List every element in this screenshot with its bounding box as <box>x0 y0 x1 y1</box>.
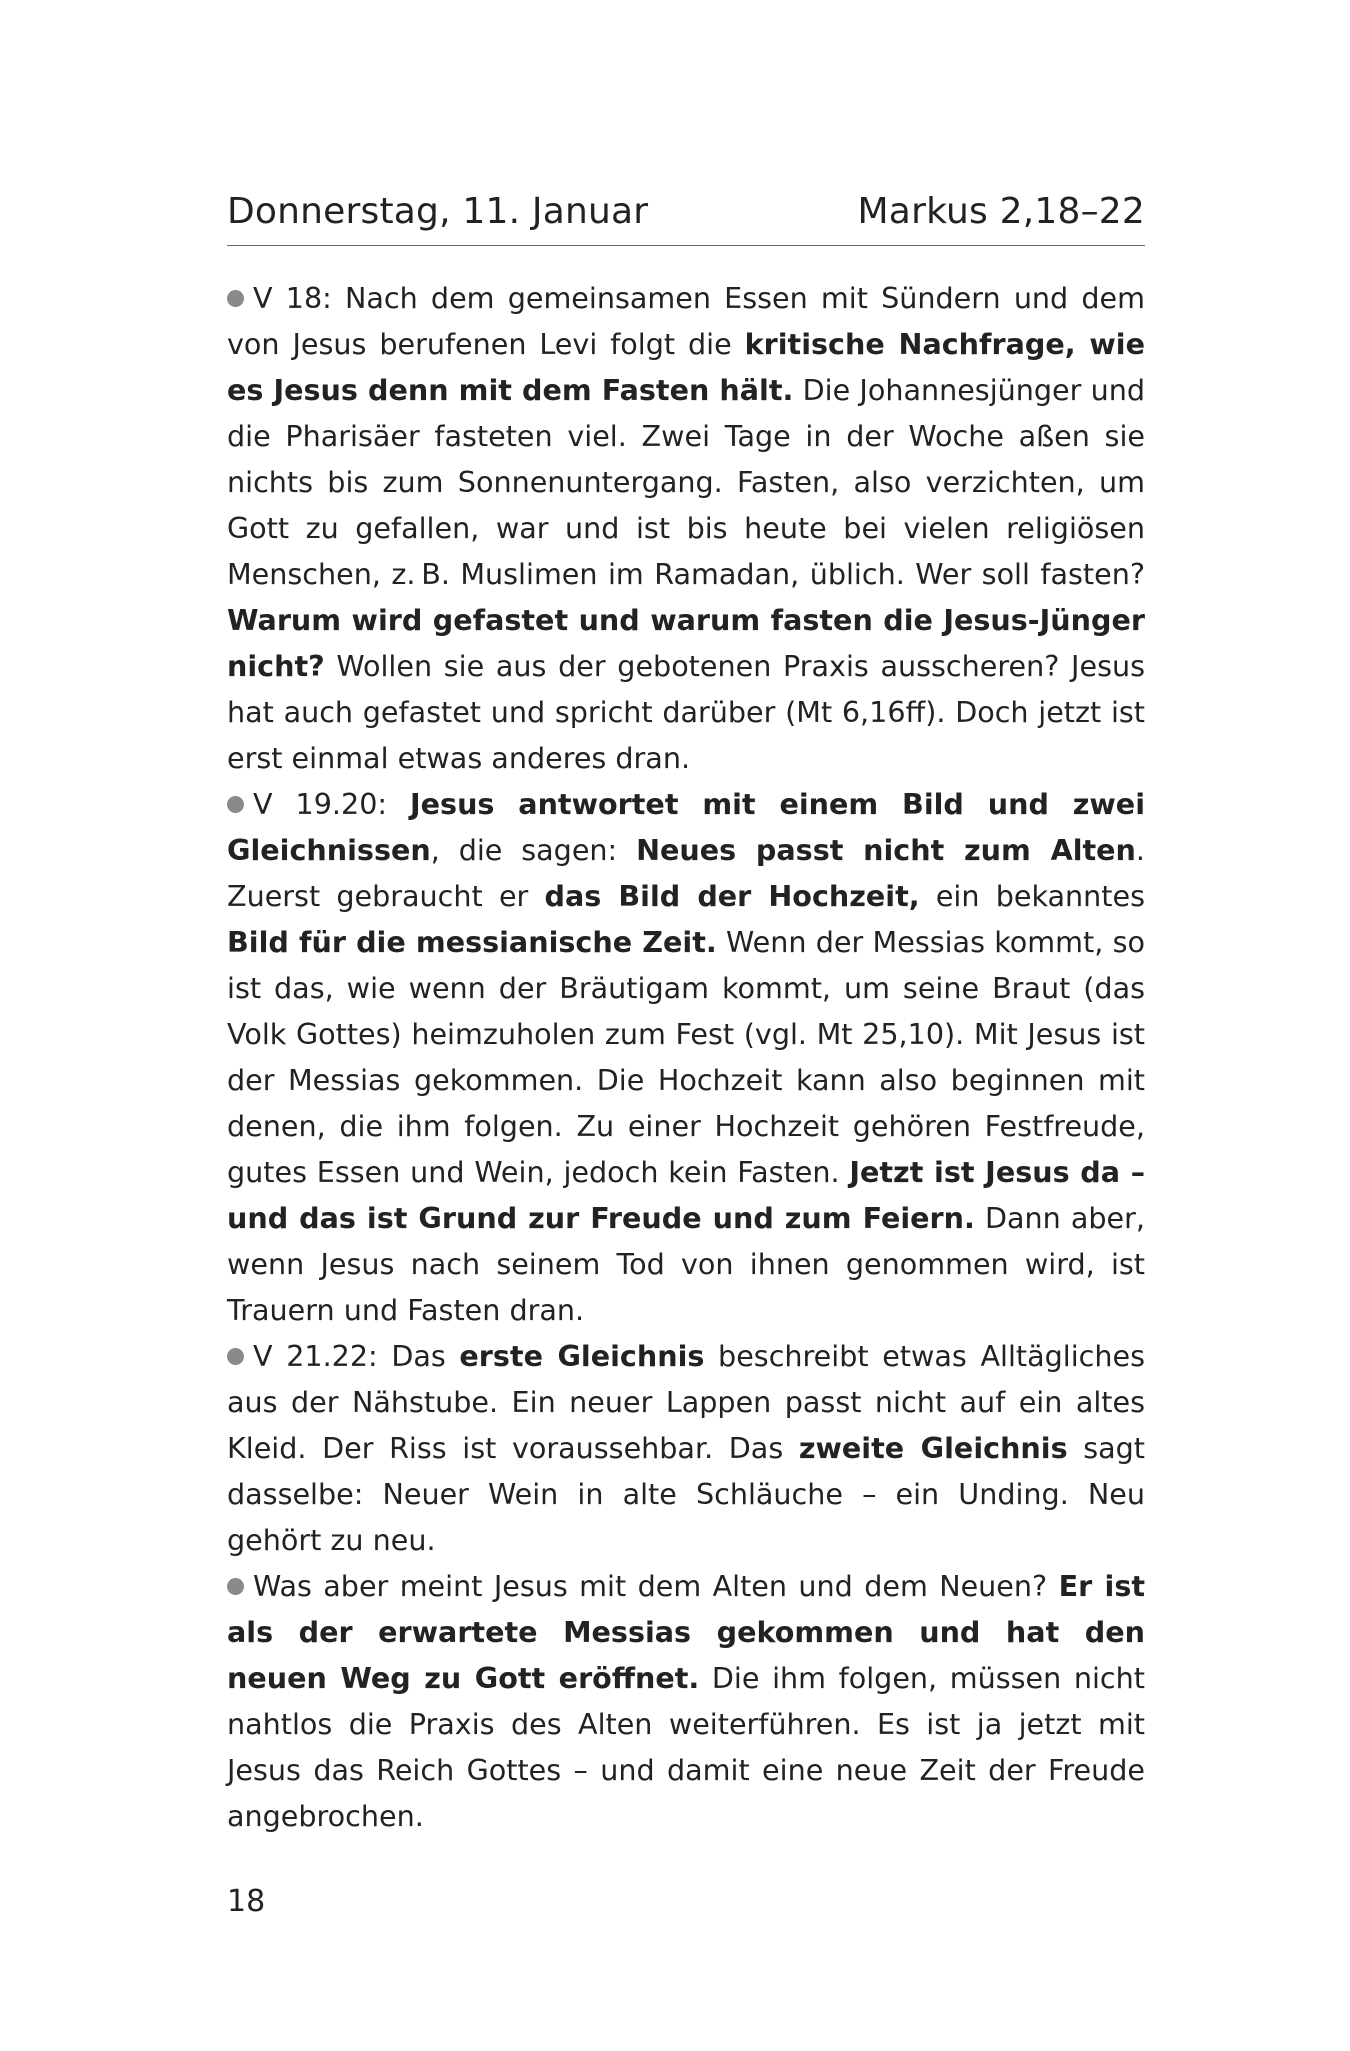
paragraph-text: ein bekanntes <box>919 879 1145 913</box>
emphasis-text: zweite Gleichnis <box>798 1431 1068 1465</box>
emphasis-text: Er ist als der erwartete Messias gekommen und hat den neuen Weg zu Gott eröffnet. <box>227 1569 1146 1695</box>
commentary-paragraph <box>227 1563 1145 1839</box>
bullet-dot-icon <box>227 796 244 813</box>
paragraph-text: Was aber meint Jesus mit dem Alten und dem Neuen? <box>253 1569 1059 1603</box>
paragraph-text: Die Johannesjünger und die Pharisäer fasteten viel. Zwei Tage in der Woche aßen sie nichts bis zum Sonnenuntergang. Fasten, also verzichten, um Gott zu gefallen, war und ist bis heute bei vielen religiösen Menschen, z. B. Muslimen im Ramadan, üblich. Wer soll fasten? <box>227 373 1145 591</box>
paragraph-text: beschreibt etwas Alltägliches aus der Nähstube. Ein neuer Lappen passt nicht auf ein altes Kleid. Der Riss ist voraussehbar. Das <box>227 1339 1145 1465</box>
emphasis-text: Jetzt ist Jesus da – und das ist Grund zur Freude und zum Feiern. <box>227 1155 1146 1235</box>
page-header <box>227 186 1145 238</box>
emphasis-text: Bild für die messianische Zeit. <box>227 925 717 959</box>
paragraph-text: , die sagen: <box>430 833 637 867</box>
paragraph-text: . Zuerst gebraucht er <box>227 833 1146 913</box>
bullet-dot-icon <box>227 1578 244 1595</box>
header-bible-reference: Markus 2,18–22 <box>857 191 1145 232</box>
commentary-paragraph <box>227 275 1145 781</box>
header-rule <box>227 245 1145 246</box>
emphasis-text: Warum wird gefastet und warum fasten die Jesus-Jünger nicht? <box>227 603 1145 683</box>
paragraph-text: Wollen sie aus der gebotenen Praxis ausscheren? Jesus hat auch gefastet und spricht darüber (Mt 6,16ff). Doch jetzt ist erst einmal etwas anderes dran. <box>227 649 1145 775</box>
emphasis-text: erste Gleichnis <box>459 1339 705 1373</box>
paragraph-text: V 21.22: Das <box>253 1339 460 1373</box>
emphasis-text: das Bild der Hochzeit, <box>544 879 920 913</box>
commentary-body <box>227 275 1145 1839</box>
paragraph-text: sagt dasselbe: Neuer Wein in alte Schläuche – ein Unding. Neu gehört zu neu. <box>227 1431 1146 1557</box>
bullet-dot-icon <box>227 1348 244 1365</box>
paragraph-text: Dann aber, wenn Jesus nach seinem Tod von ihnen genommen wird, ist Trauern und Fasten dran. <box>227 1201 1145 1327</box>
bullet-dot-icon <box>227 290 244 307</box>
emphasis-text: kritische Nachfrage, wie es Jesus denn mit dem Fasten hält. <box>227 327 1146 407</box>
commentary-paragraph <box>227 1333 1145 1563</box>
paragraph-text: Die ihm folgen, müssen nicht nahtlos die Praxis des Alten weiterführen. Es ist ja jetzt mit Jesus das Reich Gottes – und damit eine neue Zeit der Freude angebrochen. <box>227 1661 1145 1833</box>
paragraph-text: V 18: Nach dem gemeinsamen Essen mit Sündern und dem von Jesus berufenen Levi folgt die <box>227 281 1145 361</box>
page-number: 18 <box>227 1884 266 1919</box>
paragraph-text: V 19.20: <box>253 787 411 821</box>
emphasis-text: Jesus antwortet mit einem Bild und zwei Gleichnissen <box>227 787 1146 867</box>
paragraph-text: Wenn der Messias kommt, so ist das, wie wenn der Bräutigam kommt, um seine Braut (das Volk Gottes) heimzuholen zum Fest (vgl. Mt 25,10). Mit Jesus ist der Messias gekommen. Die Hochzeit kann also beginnen mit denen, die ihm folgen. Zu einer Hochzeit gehören Festfreude, gutes Essen und Wein, jedoch kein Fasten. <box>227 925 1145 1189</box>
commentary-paragraph <box>227 781 1145 1333</box>
emphasis-text: Neues passt nicht zum Alten <box>636 833 1136 867</box>
header-date: Donnerstag, 11. Januar <box>227 191 649 232</box>
